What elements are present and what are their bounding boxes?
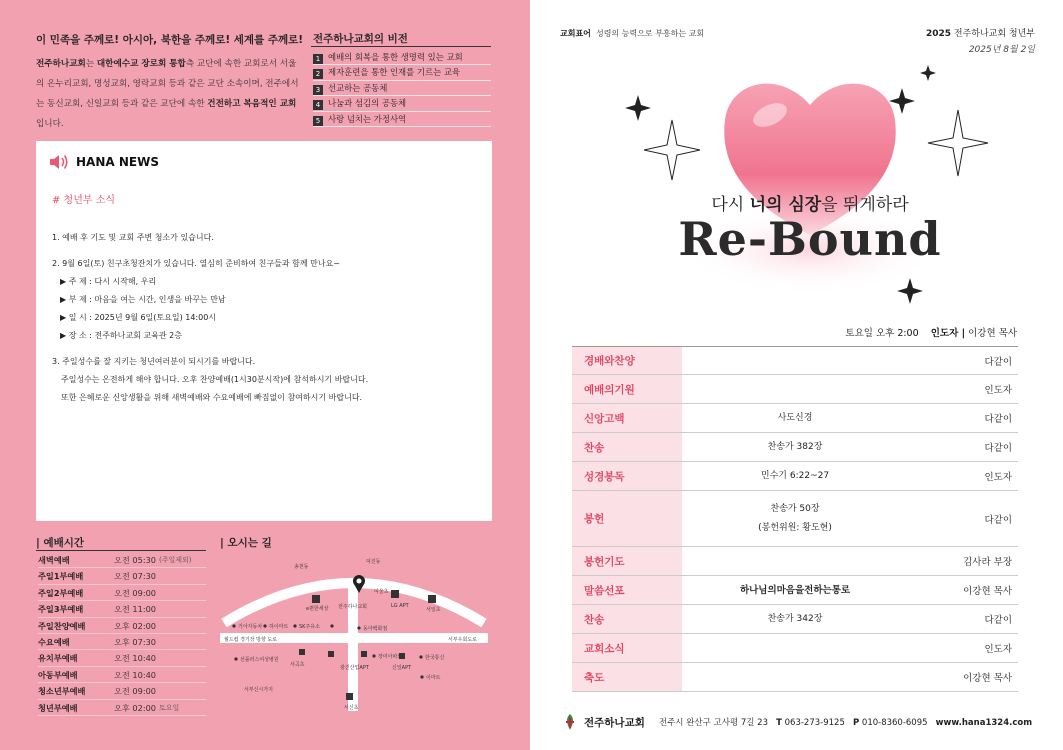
order-name: 성경봉독 bbox=[572, 462, 682, 490]
order-name: 축도 bbox=[572, 663, 682, 691]
map-label: e편한세상 bbox=[306, 606, 329, 612]
news-subtitle: # 청년부 소식 bbox=[52, 195, 116, 206]
intro-emphasis: 건전하고 복음적인 교회 bbox=[207, 99, 297, 109]
map-label: 송천동 bbox=[294, 564, 309, 570]
theme-poster bbox=[620, 60, 1000, 310]
intro-text-3: 입니다. bbox=[36, 119, 64, 129]
map-label: 광진산업APT bbox=[340, 665, 369, 671]
vision-text: 선교하는 공동체 bbox=[328, 82, 388, 93]
order-leader: 인도자 bbox=[984, 385, 1012, 396]
worship-name: 수요예배 bbox=[38, 636, 70, 647]
map-label: 한국통신 bbox=[425, 655, 445, 661]
directions-map bbox=[216, 553, 492, 723]
map-label: LG APT bbox=[391, 603, 409, 609]
worship-time: 오전 09:00 bbox=[114, 587, 157, 598]
worship-row bbox=[38, 568, 206, 584]
order-name: 예배의기원 bbox=[572, 375, 682, 403]
order-row bbox=[572, 375, 1018, 404]
map-label: 서신초 bbox=[344, 705, 359, 711]
worship-name: 청년부예배 bbox=[38, 702, 78, 713]
footer-contact bbox=[659, 716, 1032, 728]
news-line: 1. 예배 후 기도 및 교회 주변 청소가 있습니다. bbox=[52, 233, 214, 242]
order-leader: 김사라 부장 bbox=[963, 557, 1012, 568]
order-name: 신앙고백 bbox=[572, 404, 682, 432]
order-content-line: (봉헌위원: 황도현) bbox=[758, 522, 832, 533]
worship-name: 새벽예배 bbox=[38, 555, 70, 565]
vision-text: 제자훈련을 통한 인재를 기르는 교육 bbox=[328, 67, 461, 78]
order-name: 찬송 bbox=[572, 433, 682, 461]
map-label: 전주하나교회 bbox=[338, 604, 367, 610]
news-header bbox=[48, 153, 159, 171]
motto-label: 교회표어 bbox=[560, 29, 591, 38]
order-of-service bbox=[572, 346, 1018, 692]
worship-list bbox=[38, 552, 206, 716]
news-line: 주일성수는 온전하게 해야 합니다. 오후 찬양예배(1시30분시작)에 참석하시기 바랍니다. bbox=[61, 375, 369, 384]
order-name: 경배와찬양 bbox=[572, 347, 682, 374]
map-label: SK주유소 bbox=[299, 624, 320, 630]
vision-text: 예배의 회복을 통한 생명력 있는 교회 bbox=[328, 52, 463, 62]
vision-number: 4 bbox=[313, 100, 323, 110]
footer-website[interactable]: www.hana1324.com bbox=[935, 718, 1033, 728]
worship-note: (주일제외) bbox=[159, 556, 192, 564]
worship-time: 오전 07:30 bbox=[114, 571, 157, 582]
vision-number: 5 bbox=[313, 116, 323, 126]
bulletin-date: 2025년 8월 2일 bbox=[968, 45, 1035, 55]
intro-text-2: 측 교단에 속한 교회로서 서울의 온누리교회, 명성교회, 영락교회 등과 같은 교단 소속이며, 전주에서는 동신교회, 신일교회 등과 같은 교단에 속한 bbox=[36, 59, 299, 109]
worship-name: 주일3부예배 bbox=[38, 604, 84, 615]
news-detail: ▶ 장 소 : 전주하나교회 교육관 2층 bbox=[60, 331, 182, 340]
worship-divider bbox=[36, 550, 206, 551]
news-item bbox=[52, 229, 482, 247]
order-name: 교회소식 bbox=[572, 634, 682, 662]
vision-number: 2 bbox=[313, 69, 323, 79]
worship-row bbox=[38, 650, 206, 666]
map-label: 월드컵 경기장 방향 도로 bbox=[224, 637, 278, 643]
order-content: 민수기 6:22~27 bbox=[760, 470, 830, 481]
footer-phone-label: P bbox=[852, 718, 860, 728]
vision-list bbox=[313, 50, 491, 127]
vision-number: 3 bbox=[313, 85, 323, 95]
vision-item bbox=[313, 96, 491, 111]
news-detail: ▶ 일 시 : 2025년 9월 6일(토요일) 14:00시 bbox=[60, 313, 217, 322]
map-label: 여울초 bbox=[374, 589, 389, 595]
order-name: 봉헌기도 bbox=[572, 547, 682, 575]
map-label: 서부우회도로 bbox=[448, 637, 477, 643]
news-line: 3. 주일성수를 잘 지키는 청년여러분이 되시기를 바랍니다. bbox=[52, 357, 256, 366]
worship-time: 오전 11:00 bbox=[114, 604, 157, 615]
order-leader: 다같이 bbox=[984, 514, 1012, 526]
worship-row bbox=[38, 700, 206, 716]
order-leader: 이강현 목사 bbox=[963, 673, 1012, 684]
order-row bbox=[572, 576, 1018, 605]
news-title: HANA NEWS bbox=[76, 155, 159, 169]
leader-name: 이강현 목사 bbox=[968, 328, 1017, 339]
news-line: 2. 9월 6일(토) 친구초청잔치가 있습니다. 열심히 준비하여 친구들과 함께 만나요~ bbox=[52, 259, 341, 268]
map-road-vertical bbox=[348, 583, 358, 711]
order-content bbox=[682, 500, 908, 538]
order-row bbox=[572, 547, 1018, 576]
intro-text-1: 는 bbox=[85, 59, 97, 69]
order-leader: 인도자 bbox=[984, 472, 1012, 483]
map-label: 서일초 bbox=[426, 607, 441, 613]
map-label: 덕진동 bbox=[366, 559, 381, 565]
order-row bbox=[572, 491, 1018, 547]
church-motto bbox=[560, 28, 704, 39]
heart-illustration bbox=[620, 60, 1000, 310]
vision-item bbox=[313, 81, 491, 96]
map-label: 서곡초 bbox=[290, 662, 305, 668]
news-body bbox=[52, 229, 482, 415]
worship-row bbox=[38, 683, 206, 699]
order-name: 봉헌 bbox=[572, 491, 682, 546]
tagline-pre: 다시 bbox=[711, 195, 750, 215]
map-label: 신일APT bbox=[392, 665, 412, 671]
order-content: 사도신경 bbox=[777, 412, 813, 423]
bulletin-dept: 전주하나교회 청년부 bbox=[953, 29, 1035, 39]
worship-time: 오전 09:00 bbox=[114, 686, 157, 697]
order-name: 말씀선포 bbox=[572, 576, 682, 604]
news-line: 또한 은혜로운 신앙생활을 위해 새벽예배와 수요예배에 빠짐없이 참여하시기 바랍니다. bbox=[61, 393, 363, 402]
news-item bbox=[52, 255, 482, 345]
worship-time: 오전 10:40 bbox=[114, 653, 157, 664]
worship-row bbox=[38, 601, 206, 617]
vision-title: 전주하나교회의 비전 bbox=[313, 33, 408, 45]
vision-item bbox=[313, 65, 491, 80]
order-leader: 인도자 bbox=[984, 644, 1012, 655]
news-detail: ▶ 부 제 : 마음을 여는 시간, 인생을 바꾸는 만남 bbox=[60, 295, 226, 304]
footer-phone: 010-8360-6095 bbox=[861, 718, 928, 728]
order-content: 하나님의마음을전하는통로 bbox=[739, 584, 851, 596]
map-label: 서부신시가지 bbox=[244, 687, 273, 693]
vision-divider bbox=[311, 46, 491, 47]
service-time: 토요일 오후 2:00 bbox=[845, 328, 919, 339]
news-item bbox=[52, 353, 482, 407]
tagline-post: 을 뛰게하라 bbox=[821, 195, 909, 215]
order-name: 찬송 bbox=[572, 605, 682, 633]
vision-text: 나눔과 섬김의 공동체 bbox=[328, 98, 407, 109]
order-row bbox=[572, 634, 1018, 663]
worship-row bbox=[38, 618, 206, 634]
map-label: 기아자동차 bbox=[238, 624, 263, 630]
theme-title: Re-Bound bbox=[678, 212, 942, 266]
service-header bbox=[845, 325, 1017, 339]
footer-church-name: 전주하나교회 bbox=[584, 716, 645, 729]
order-leader: 다같이 bbox=[984, 356, 1012, 368]
order-row bbox=[572, 663, 1018, 692]
worship-name: 주일찬양예배 bbox=[38, 620, 86, 631]
intro-denomination: 대한예수교 장로회 통합 bbox=[96, 59, 186, 69]
worship-title: | 예배시간 bbox=[36, 537, 85, 549]
speaker-icon bbox=[48, 153, 70, 171]
order-row bbox=[572, 404, 1018, 433]
tagline-bold: 너의 심장 bbox=[749, 195, 822, 215]
order-row bbox=[572, 433, 1018, 462]
map-label: 선플러스여성병원 bbox=[240, 657, 279, 663]
worship-time: 오후 07:30 bbox=[114, 636, 157, 647]
worship-name: 유치부예배 bbox=[38, 653, 78, 664]
bulletin-year: 2025 bbox=[925, 29, 952, 39]
footer-address: 전주시 완산구 고사평 7길 23 bbox=[658, 718, 769, 728]
church-logo-icon bbox=[560, 712, 580, 732]
worship-row bbox=[38, 667, 206, 683]
slogan: 이 민족을 주께로! 아시아, 북한을 주께로! 세계를 주께로! bbox=[36, 34, 304, 46]
order-content-line: 찬송가 50장 bbox=[770, 503, 820, 514]
worship-time: 오전 10:40 bbox=[114, 669, 157, 680]
worship-name: 주일2부예배 bbox=[38, 587, 84, 598]
vision-number: 1 bbox=[313, 54, 323, 64]
worship-time: 오후 02:00 bbox=[114, 702, 157, 713]
worship-note: 토요일 bbox=[159, 703, 180, 712]
order-content: 찬송가 382장 bbox=[767, 441, 823, 452]
worship-name: 청소년부예배 bbox=[38, 686, 86, 697]
worship-time: 오후 02:00 bbox=[114, 620, 157, 631]
map-label: 이마트 bbox=[426, 675, 441, 681]
order-leader: 이강현 목사 bbox=[963, 586, 1012, 597]
footer bbox=[560, 712, 1032, 732]
map-label: 동아백화점 bbox=[363, 626, 388, 632]
order-content: 찬송가 342장 bbox=[767, 613, 823, 624]
news-box bbox=[36, 141, 492, 521]
worship-name: 아동부예배 bbox=[38, 669, 78, 680]
order-row bbox=[572, 605, 1018, 634]
order-leader: 다같이 bbox=[984, 414, 1012, 425]
bulletin-header bbox=[926, 26, 1035, 39]
worship-row bbox=[38, 585, 206, 601]
vision-item bbox=[313, 50, 491, 65]
intro-church-name: 전주하나교회 bbox=[36, 59, 86, 69]
order-row bbox=[572, 347, 1018, 375]
worship-time: 오전 05:30 bbox=[114, 555, 157, 565]
footer-tel-label: T bbox=[776, 718, 782, 728]
order-leader: 다같이 bbox=[984, 615, 1012, 626]
order-row bbox=[572, 462, 1018, 491]
map-label: 장미아파트 bbox=[378, 654, 403, 660]
church-intro bbox=[36, 54, 304, 134]
left-panel bbox=[0, 0, 530, 750]
right-panel bbox=[530, 0, 1063, 750]
motto-text: 성령의 능력으로 부흥하는 교회 bbox=[596, 29, 705, 38]
news-detail: ▶ 주 제 : 다시 시작해, 우리 bbox=[60, 277, 157, 286]
order-leader: 다같이 bbox=[984, 443, 1012, 454]
worship-row bbox=[38, 634, 206, 650]
vision-text: 사랑 넘치는 가정사역 bbox=[328, 113, 407, 124]
worship-row bbox=[38, 552, 206, 568]
map-title: | 오시는 길 bbox=[220, 537, 272, 549]
worship-name: 주일1부예배 bbox=[38, 571, 84, 582]
map-label: 하이마트 bbox=[269, 624, 289, 630]
vision-item bbox=[313, 112, 491, 127]
footer-tel: 063-273-9125 bbox=[784, 718, 845, 728]
leader-label: 인도자 | bbox=[930, 328, 966, 339]
